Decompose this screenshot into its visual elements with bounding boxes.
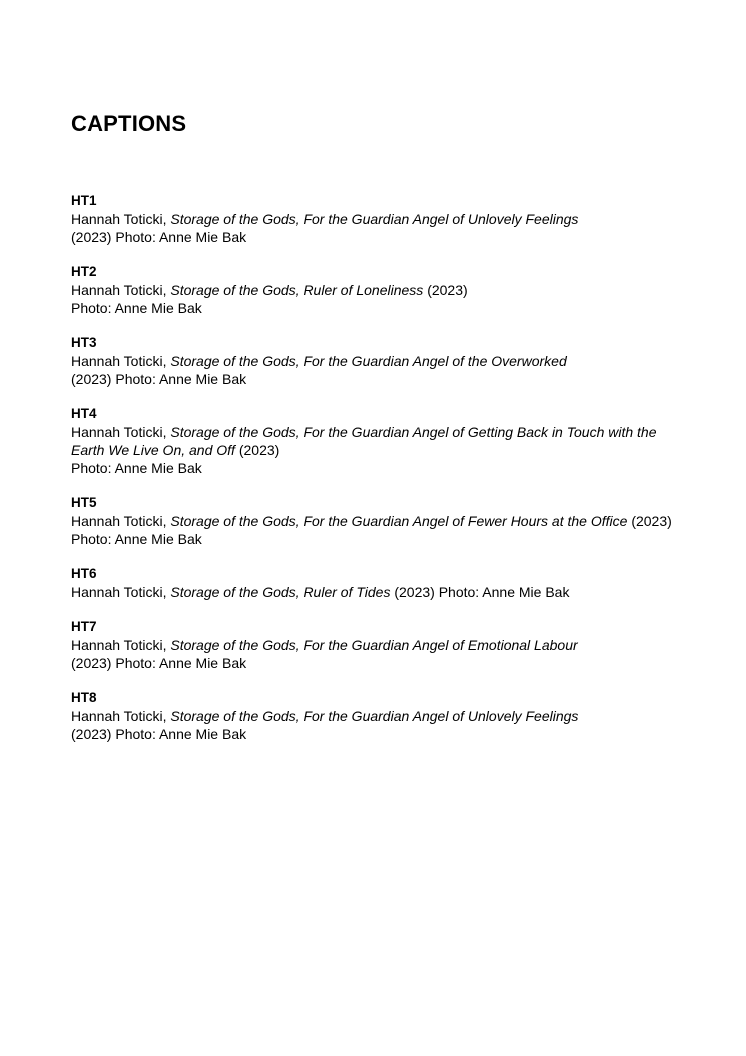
caption-item	[71, 618, 691, 672]
caption-year: (2023)	[71, 726, 112, 742]
caption-text	[71, 583, 691, 601]
caption-artist: Hannah Toticki,	[71, 637, 167, 653]
caption-text	[71, 707, 691, 743]
caption-item	[71, 565, 691, 601]
caption-item	[71, 405, 691, 477]
caption-photo-credit: Photo: Anne Mie Bak	[115, 726, 247, 742]
caption-photo-credit: Photo: Anne Mie Bak	[115, 229, 247, 245]
caption-work-title: Storage of the Gods, For the Guardian Angel of Unlovely Feelings	[170, 211, 579, 227]
caption-id: HT4	[71, 406, 97, 421]
caption-year: (2023)	[71, 371, 112, 387]
caption-artist: Hannah Toticki,	[71, 513, 167, 529]
caption-artist: Hannah Toticki,	[71, 708, 167, 724]
caption-photo-credit: Photo: Anne Mie Bak	[71, 531, 202, 547]
page-title: CAPTIONS	[71, 111, 187, 136]
caption-item	[71, 689, 691, 743]
caption-text	[71, 281, 691, 317]
caption-list	[71, 192, 691, 760]
caption-artist: Hannah Toticki,	[71, 211, 167, 227]
caption-work-title: Storage of the Gods, Ruler of Tides	[170, 584, 391, 600]
caption-work-title: Storage of the Gods, Ruler of Loneliness	[170, 282, 424, 298]
caption-work-title: Storage of the Gods, For the Guardian Angel of the Overworked	[170, 353, 567, 369]
caption-id: HT8	[71, 690, 97, 705]
caption-artist: Hannah Toticki,	[71, 353, 167, 369]
caption-year: (2023)	[394, 584, 435, 600]
caption-photo-credit: Photo: Anne Mie Bak	[115, 371, 247, 387]
caption-artist: Hannah Toticki,	[71, 584, 167, 600]
caption-photo-credit: Photo: Anne Mie Bak	[71, 460, 202, 476]
caption-text	[71, 210, 691, 246]
caption-year: (2023)	[238, 442, 280, 458]
caption-text	[71, 636, 691, 672]
caption-year: (2023)	[71, 655, 112, 671]
caption-year: (2023)	[427, 282, 468, 298]
caption-year: (2023)	[631, 513, 672, 529]
caption-id: HT2	[71, 264, 97, 279]
caption-item	[71, 192, 691, 246]
caption-photo-credit: Photo: Anne Mie Bak	[115, 655, 247, 671]
caption-id: HT6	[71, 566, 97, 581]
caption-id: HT7	[71, 619, 97, 634]
caption-id: HT3	[71, 335, 97, 350]
caption-artist: Hannah Toticki,	[71, 282, 167, 298]
caption-id: HT1	[71, 193, 97, 208]
caption-item	[71, 263, 691, 317]
caption-text	[71, 423, 691, 477]
caption-item	[71, 494, 691, 548]
caption-work-title: Storage of the Gods, For the Guardian Angel of Fewer Hours at the Office	[170, 513, 628, 529]
caption-work-title: Storage of the Gods, For the Guardian Angel of Unlovely Feelings	[170, 708, 579, 724]
caption-item	[71, 334, 691, 388]
caption-work-title: Storage of the Gods, For the Guardian Angel of Getting Back in Touch with the Earth We Live On, and Off	[71, 424, 657, 458]
caption-text	[71, 512, 691, 548]
caption-year: (2023)	[71, 229, 112, 245]
caption-text	[71, 352, 691, 388]
caption-artist: Hannah Toticki,	[71, 424, 167, 440]
caption-work-title: Storage of the Gods, For the Guardian Angel of Emotional Labour	[170, 637, 578, 653]
caption-id: HT5	[71, 495, 97, 510]
caption-photo-credit: Photo: Anne Mie Bak	[71, 300, 202, 316]
caption-photo-credit: Photo: Anne Mie Bak	[438, 584, 570, 600]
